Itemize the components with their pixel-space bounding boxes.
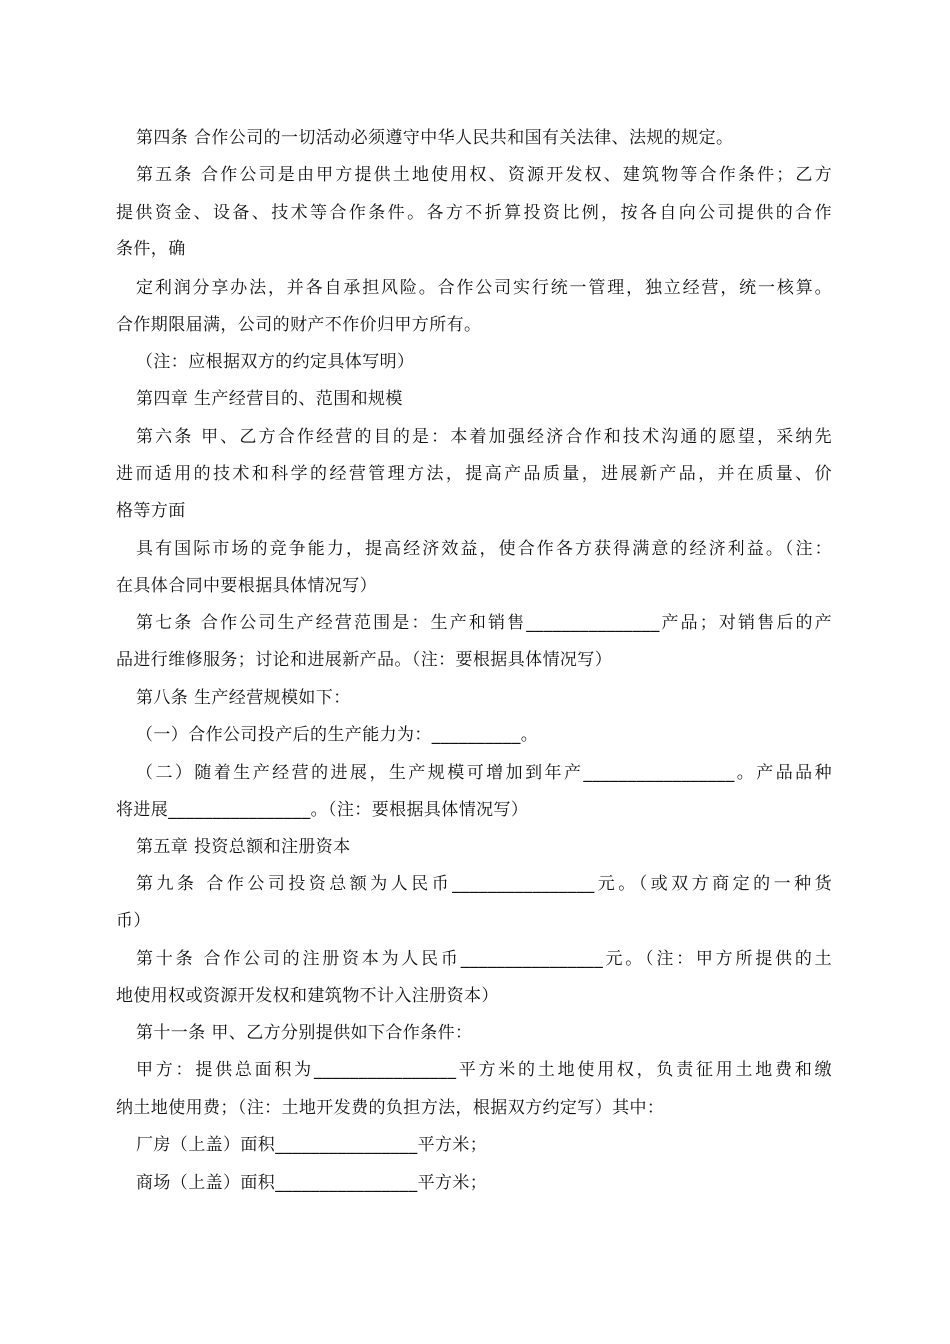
article-5-line-2: 提供资金、设备、技术等合作条件。各方不折算投资比例，按各自向公司提供的合作 (116, 203, 832, 223)
article-5-note: （注：应根据双方的约定具体写明） (136, 352, 415, 372)
article-5-line-5: 合作期限届满，公司的财产不作价归甲方所有。 (116, 315, 482, 335)
article-6-line-2: 进而适用的技术和科学的经营管理方法，提高产品质量，进展新产品，并在质量、价 (116, 464, 832, 484)
article-7-line-1: 第七条 合作公司生产经营范围是：生产和销售_______________产品；对销售后的产 (136, 613, 832, 633)
article-8-heading: 第八条 生产经营规模如下： (136, 688, 351, 708)
article-8-item-2-line-2: 将进展________________。（注：要根据具体情况写） (116, 800, 529, 820)
article-10-line-1: 第十条 合作公司的注册资本为人民币________________元。（注：甲方所提供的土 (136, 949, 832, 969)
article-9-line-2: 币） (116, 911, 151, 931)
article-6-line-4: 具有国际市场的竞争能力，提高经济效益，使合作各方获得满意的经济利益。（注： (136, 539, 832, 559)
factory-area-line: 厂房（上盖）面积________________平方米； (136, 1135, 488, 1155)
article-5-line-3: 条件，确 (116, 239, 186, 259)
article-9-line-1: 第九条 合作公司投资总额为人民币________________元。（或双方商定的一种货 (136, 874, 832, 894)
mall-area-line: 商场（上盖）面积________________平方米； (136, 1173, 488, 1193)
article-5-line-4: 定利润分享办法，并各自承担风险。合作公司实行统一管理，独立经营，统一核算。 (136, 278, 832, 298)
article-6-line-5: 在具体合同中要根据具体情况写） (116, 576, 377, 596)
article-6-line-1: 第六条 甲、乙方合作经营的目的是：本着加强经济合作和技术沟通的愿望，采纳先 (136, 427, 832, 447)
article-5-line-1: 第五条 合作公司是由甲方提供土地使用权、资源开发权、建筑物等合作条件；乙方 (136, 165, 832, 185)
article-8-item-1: （一）合作公司投产后的生产能力为：__________。 (136, 725, 539, 745)
article-8-item-2-line-1: （二）随着生产经营的进展，生产规模可增加到年产_________________。产品品种 (136, 763, 832, 783)
party-a-line-1: 甲方：提供总面积为________________平方米的土地使用权，负责征用土地费和缴 (136, 1060, 832, 1080)
chapter-4-heading: 第四章 生产经营目的、范围和规模 (136, 389, 403, 409)
article-6-line-3: 格等方面 (116, 501, 186, 521)
article-10-line-2: 地使用权或资源开发权和建筑物不计入注册资本） (116, 986, 499, 1006)
chapter-5-heading: 第五章 投资总额和注册资本 (136, 837, 351, 857)
article-4: 第四条 合作公司的一切活动必须遵守中华人民共和国有关法律、法规的规定。 (136, 128, 734, 148)
article-11-heading: 第十一条 甲、乙方分别提供如下合作条件： (136, 1023, 473, 1043)
article-7-line-2: 品进行维修服务；讨论和进展新产品。（注：要根据具体情况写） (116, 650, 613, 670)
party-a-line-2: 纳土地使用费；（注：土地开发费的负担方法，根据双方约定写）其中： (116, 1098, 665, 1118)
